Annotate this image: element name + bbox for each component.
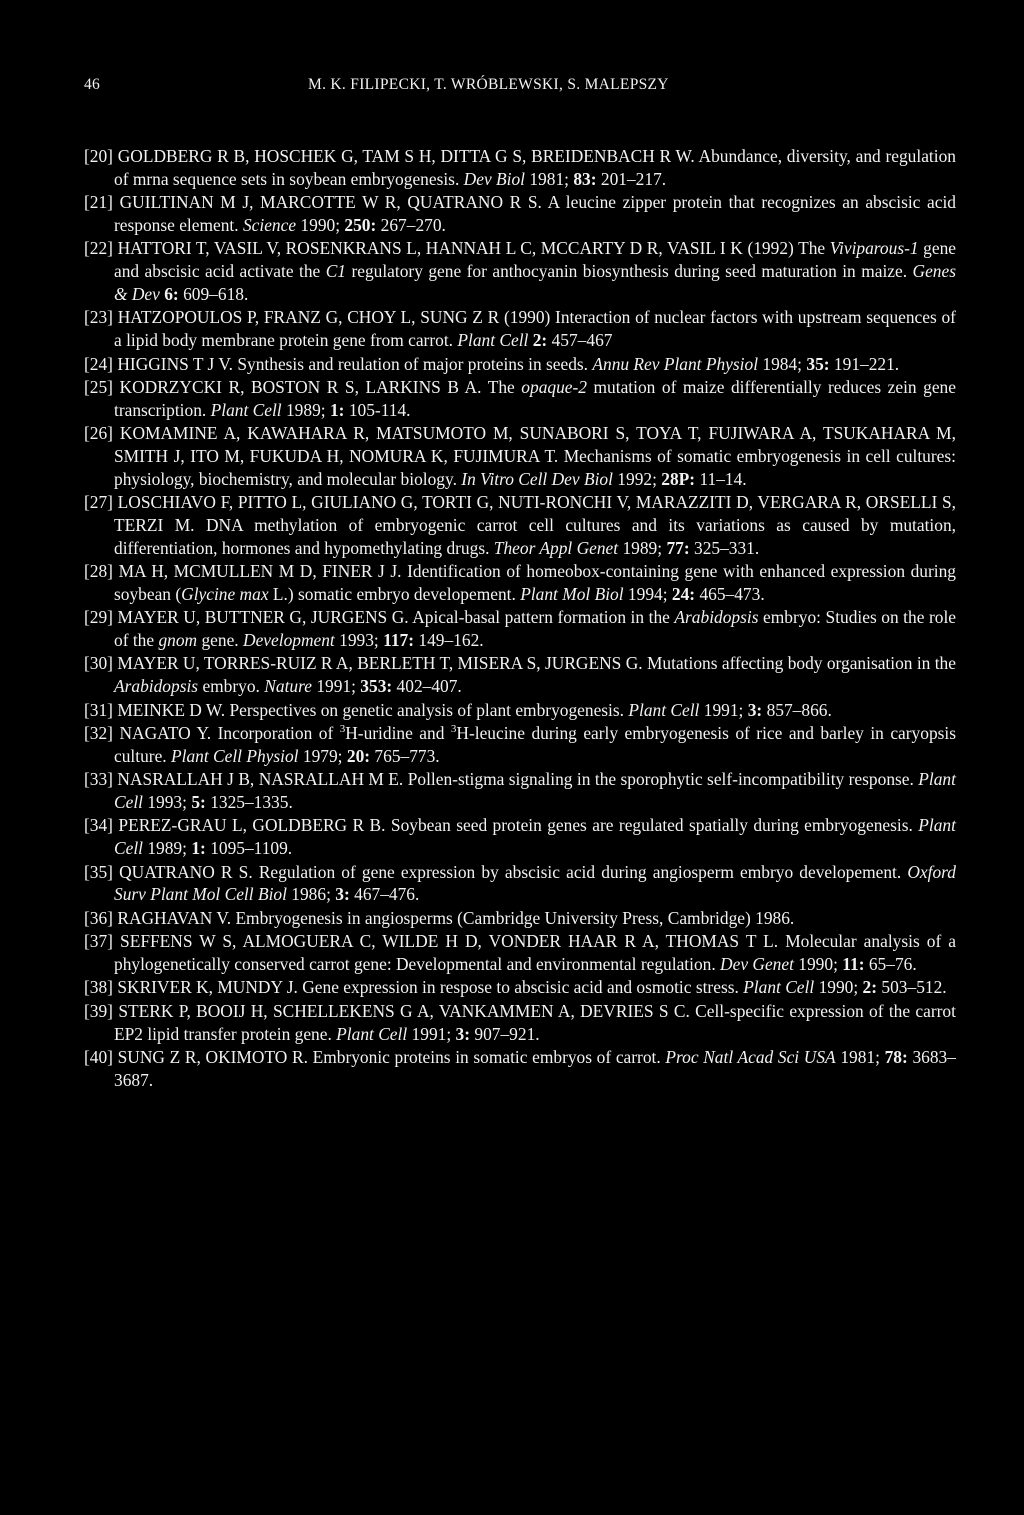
running-head (84, 66, 956, 96)
reference-title: Apical-basal pattern formation in the (412, 607, 670, 628)
reference-pages: 3683–3687. (114, 1046, 956, 1090)
reference-journal: Plant Cell (210, 399, 282, 420)
reference-year: 1989; (285, 399, 326, 420)
reference-number: [38] (84, 977, 113, 998)
reference-year: 1990; (818, 977, 859, 998)
reference-journal: Plant Cell (628, 699, 700, 720)
reference-journal: Theor Appl Genet (493, 537, 619, 558)
reference-number: [21] (84, 192, 113, 213)
reference-journal: Oxford Surv Plant Mol Cell Biol (114, 861, 956, 905)
reference-title: Abundance, diversity, and regulation of mrna sequence sets in soybean embryogenesis. (114, 146, 956, 189)
reference-item-31 (84, 699, 956, 722)
reference-number: [39] (84, 1000, 113, 1021)
reference-title: Embryogenesis in angiosperms (Cambridge University Press, Cambridge) 1986. (235, 907, 795, 928)
reference-volume: 250: (344, 214, 377, 235)
reference-number: [25] (84, 376, 113, 397)
reference-title: regulatory gene for anthocyanin biosynthesis during seed maturation in maize. (351, 261, 908, 282)
reference-item-21 (84, 191, 956, 237)
reference-gene-name: Viviparous-1 (829, 238, 919, 259)
reference-year: 1992; (617, 468, 657, 489)
reference-item-32 (84, 722, 956, 768)
reference-journal: Plant Cell (457, 330, 529, 351)
reference-authors: GUILTINAN M J, MARCOTTE W R, QUATRANO R S. (119, 192, 542, 213)
reference-title: H-uridine and (345, 723, 445, 744)
reference-pages: 267–270. (380, 214, 446, 235)
reference-item-29 (84, 606, 956, 652)
reference-number: [20] (84, 146, 113, 166)
reference-title: L.) somatic embryo developement. (272, 583, 516, 604)
reference-year: 1990; (300, 214, 341, 235)
reference-number: [31] (84, 699, 113, 720)
reference-pages: 457–467 (551, 330, 613, 351)
reference-species-name: Arabidopsis (674, 607, 759, 628)
reference-year: 1981; (840, 1046, 880, 1067)
reference-item-24 (84, 353, 956, 376)
reference-title: Perspectives on genetic analysis of plant embryogenesis. (229, 699, 625, 720)
reference-number: [24] (84, 353, 113, 374)
reference-pages: 402–407. (396, 676, 462, 697)
reference-title: Mutations affecting body organisation in the (646, 653, 956, 674)
reference-year: 1994; (627, 583, 668, 604)
reference-title: Incorporation of (217, 723, 334, 744)
reference-volume: 78: (884, 1046, 908, 1067)
reference-year: 1993; (339, 630, 379, 651)
reference-list (84, 145, 956, 1092)
reference-item-35 (84, 861, 956, 907)
reference-volume: 1: (191, 838, 206, 859)
reference-item-40 (84, 1046, 956, 1092)
reference-title: embryo: Studies on the role of the (114, 607, 956, 651)
reference-pages: 465–473. (699, 583, 765, 604)
reference-authors: KODRZYCKI R, BOSTON R S, LARKINS B A. (119, 376, 482, 397)
reference-title: Embryonic proteins in somatic embryos of carrot. (312, 1046, 661, 1067)
reference-item-20 (84, 145, 956, 191)
reference-volume: 353: (360, 676, 393, 697)
reference-journal: Plant Cell Physiol (171, 745, 299, 766)
reference-item-39 (84, 1000, 956, 1046)
reference-item-23 (84, 306, 956, 352)
reference-volume: 3: (455, 1023, 471, 1044)
reference-number: [23] (84, 307, 113, 328)
reference-volume: 3: (335, 884, 350, 905)
reference-year: 1993; (147, 792, 187, 813)
reference-volume: 35: (806, 353, 830, 374)
reference-number: [28] (84, 561, 113, 582)
reference-year: 1979; (302, 745, 343, 766)
page (84, 66, 956, 1092)
reference-journal: Plant Cell (743, 977, 815, 998)
reference-journal: Annu Rev Plant Physiol (592, 353, 759, 374)
reference-authors: QUATRANO R S. (119, 861, 253, 882)
reference-pages: 609–618. (183, 283, 249, 304)
reference-title: DNA methylation of embryogenic carrot cell cultures and its variations as caused by mutation, differentiation, hormones and hypomethylating drugs. (114, 514, 956, 558)
reference-authors: HATTORI T, VASIL V, ROSENKRANS L, HANNAH L C, MCCARTY D R, VASIL I K (117, 238, 743, 259)
reference-year: 1991; (703, 699, 744, 720)
reference-item-36 (84, 907, 956, 930)
reference-journal: Plant Cell (114, 769, 956, 813)
reference-number: [22] (84, 238, 113, 259)
reference-title: Regulation of gene expression by abscisic acid during angiosperm embryo developement. (258, 861, 902, 882)
reference-year: 1981; (529, 168, 569, 189)
reference-item-27 (84, 491, 956, 559)
reference-volume: 2: (532, 330, 548, 351)
reference-volume: 6: (164, 283, 179, 304)
reference-authors: MAYER U, BUTTNER G, JURGENS G. (117, 607, 409, 628)
reference-title: Soybean seed protein genes are regulated spatially during embryogenesis. (390, 815, 913, 836)
reference-authors: LOSCHIAVO F, PITTO L, GIULIANO G, TORTI G, NUTI-RONCHI V, MARAZZITI D, VERGARA R, ORSELLI S, TERZI M. (114, 492, 956, 535)
reference-authors: RAGHAVAN V. (117, 907, 232, 928)
reference-volume: 20: (346, 745, 371, 766)
reference-journal: In Vitro Cell Dev Biol (461, 468, 613, 489)
reference-pages: 1095–1109. (210, 838, 293, 859)
page-number: 46 (84, 76, 101, 93)
reference-authors: PEREZ-GRAU L, GOLDBERG R B. (118, 815, 386, 836)
reference-title: Synthesis and reulation of major proteins in seeds. (237, 353, 589, 374)
reference-authors: HATZOPOULOS P, FRANZ G, CHOY L, SUNG Z R (117, 307, 500, 328)
reference-title: (1990) Interaction of nuclear factors with upstream sequences of a lipid body membrane protein gene from carrot. (114, 307, 956, 351)
reference-journal: Genes & Dev (114, 261, 956, 304)
reference-pages: 325–331. (694, 537, 760, 558)
reference-authors: HIGGINS T J V. (117, 353, 233, 374)
isotope-superscript: 3 (339, 723, 346, 736)
reference-authors: NAGATO Y. (119, 723, 212, 744)
reference-authors: NASRALLAH J B, NASRALLAH M E. (117, 769, 404, 790)
reference-gene-name: opaque-2 (521, 376, 587, 397)
reference-journal: Dev Genet (720, 953, 794, 974)
reference-authors: MA H, MCMULLEN M D, FINER J J. (118, 561, 402, 582)
reference-title: Mechanisms of somatic embryogenesis in cell cultures: physiology, biochemistry, and molecular biology. (114, 445, 956, 489)
reference-title: Molecular analysis of a phylogenetically conserved carrot gene: Developmental and environmental regulation. (114, 931, 956, 974)
reference-title: mutation of maize differentially reduces zein gene transcription. (114, 376, 956, 420)
reference-year: 1986; (291, 884, 331, 905)
reference-species-name: Glycine max (181, 583, 269, 604)
running-head-authors: M. K. FILIPECKI, T. WRÓBLEWSKI, S. MALEPSZY (308, 76, 669, 93)
reference-year: 1984; (762, 353, 803, 374)
reference-journal: Proc Natl Acad Sci USA (665, 1046, 836, 1067)
reference-number: [29] (84, 607, 113, 628)
reference-title: Cell-specific expression of the carrot EP2 lipid transfer protein gene. (114, 1000, 956, 1044)
reference-volume: 5: (191, 792, 206, 813)
reference-number: [27] (84, 492, 113, 513)
reference-gene-name: gnom (158, 630, 198, 651)
reference-pages: 503–512. (881, 977, 947, 998)
reference-title: A leucine zipper protein that recognizes an abscisic acid response element. (114, 192, 956, 235)
reference-item-30 (84, 652, 956, 698)
reference-item-33 (84, 768, 956, 814)
reference-title: embryo. (202, 676, 260, 697)
reference-pages: 467–476. (354, 884, 420, 905)
reference-journal: Science (242, 214, 297, 235)
reference-journal: Dev Biol (463, 168, 525, 189)
reference-pages: 65–76. (868, 953, 917, 974)
reference-authors: MEINKE D W. (117, 699, 226, 720)
reference-number: [35] (84, 861, 113, 882)
reference-volume: 1: (329, 399, 345, 420)
reference-volume: 83: (573, 168, 597, 189)
reference-year: 1990; (798, 953, 838, 974)
reference-item-22 (84, 237, 956, 305)
reference-item-34 (84, 814, 956, 860)
reference-authors: STERK P, BOOIJ H, SCHELLEKENS G A, VANKAMMEN A, DEVRIES S C. (118, 1000, 690, 1021)
reference-year: 1989; (147, 838, 187, 859)
reference-number: [37] (84, 931, 113, 952)
reference-title: The (487, 376, 515, 397)
reference-title: Identification of homeobox-containing gene with enhanced expression during soybean ( (114, 561, 956, 604)
reference-title: (1992) The (747, 238, 826, 259)
reference-title: Gene expression in respose to abscisic acid and osmotic stress. (302, 977, 739, 998)
reference-authors: SUNG Z R, OKIMOTO R. (117, 1046, 308, 1067)
reference-gene-name: C1 (325, 261, 346, 282)
isotope-superscript: 3 (450, 723, 457, 736)
reference-volume: 77: (666, 537, 690, 558)
reference-item-28 (84, 560, 956, 606)
reference-title: H-leucine during early embryogenesis of rice and barley in caryopsis culture. (114, 723, 957, 766)
reference-volume: 3: (747, 699, 763, 720)
reference-number: [40] (84, 1046, 113, 1067)
reference-item-25 (84, 376, 956, 422)
reference-volume: 117: (383, 630, 415, 651)
reference-volume: 28P: (661, 468, 696, 489)
reference-volume: 2: (862, 977, 878, 998)
reference-journal: Nature (264, 676, 312, 697)
reference-pages: 907–921. (474, 1023, 540, 1044)
reference-authors: KOMAMINE A, KAWAHARA R, MATSUMOTO M, SUNABORI S, TOYA T, FUJIWARA A, TSUKAHARA M, SMITH J, ITO M, FUKUDA H, NOMURA K, FUJIMURA T. (114, 423, 956, 466)
reference-authors: MAYER U, TORRES-RUIZ R A, BERLETH T, MISERA S, JURGENS G. (117, 653, 643, 674)
reference-species-name: Arabidopsis (114, 676, 199, 697)
reference-title: gene. (201, 630, 239, 651)
reference-pages: 765–773. (374, 745, 440, 766)
reference-item-37 (84, 930, 956, 976)
reference-pages: 857–866. (766, 699, 832, 720)
reference-journal: Plant Cell (336, 1023, 408, 1044)
reference-year: 1989; (622, 537, 663, 558)
reference-journal: Development (243, 630, 335, 651)
reference-pages: 191–221. (833, 353, 900, 374)
reference-volume: 11: (842, 953, 865, 974)
reference-authors: SEFFENS W S, ALMOGUERA C, WILDE H D, VONDER HAAR R A, THOMAS T L. (120, 931, 779, 952)
reference-journal: Plant Mol Biol (520, 583, 624, 604)
reference-title: gene and abscisic acid activate the (114, 238, 957, 282)
reference-number: [32] (84, 723, 113, 744)
reference-number: [34] (84, 815, 113, 836)
reference-authors: GOLDBERG R B, HOSCHEK G, TAM S H, DITTA G S, BREIDENBACH R W. (117, 146, 695, 166)
reference-authors: SKRIVER K, MUNDY J. (117, 977, 298, 998)
reference-item-26 (84, 422, 956, 490)
reference-journal: Plant Cell (114, 815, 956, 859)
reference-pages: 11–14. (699, 468, 747, 489)
reference-number: [26] (84, 423, 113, 444)
reference-volume: 24: (671, 583, 696, 604)
reference-number: [30] (84, 653, 113, 674)
reference-item-38 (84, 976, 956, 999)
reference-pages: 105-114. (348, 399, 411, 420)
reference-number: [36] (84, 907, 113, 928)
reference-pages: 201–217. (600, 168, 667, 189)
reference-number: [33] (84, 769, 113, 790)
reference-year: 1991; (411, 1023, 452, 1044)
reference-title: Pollen-stigma signaling in the sporophytic self-incompatibility response. (407, 769, 914, 790)
reference-pages: 149–162. (418, 630, 484, 651)
reference-pages: 1325–1335. (210, 792, 293, 813)
reference-year: 1991; (316, 676, 356, 697)
